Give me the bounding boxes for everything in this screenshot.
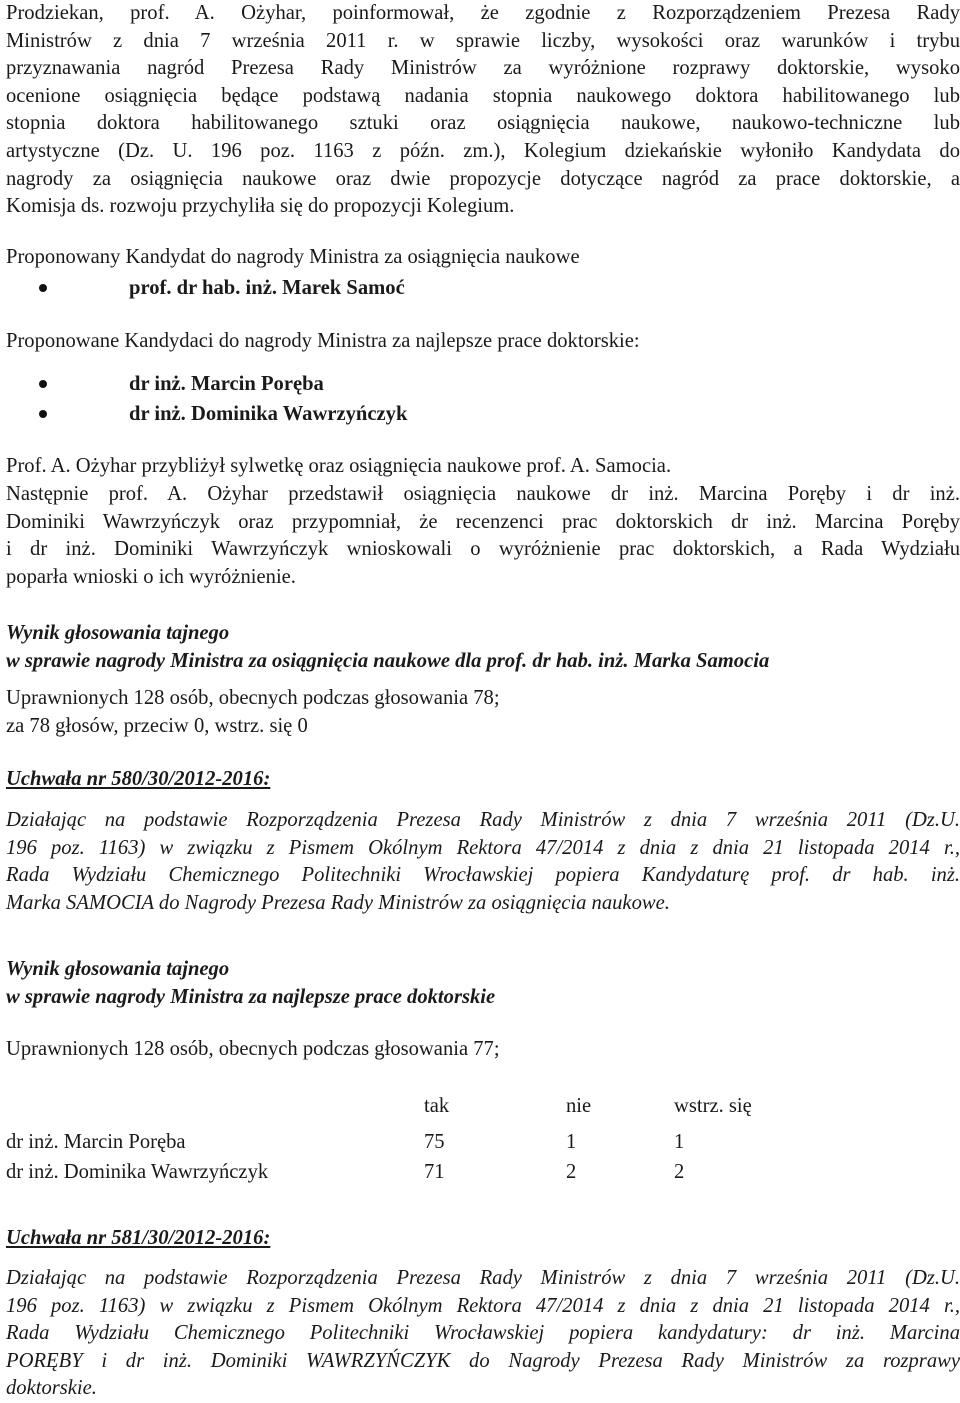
intro-line: Ministrów z dnia 7 września 2011 r. w sprawie liczby, wysokości oraz warunków i trybu	[6, 29, 960, 52]
intro-line: nagrody za osiągnięcia naukowe oraz dwie propozycje dotyczące nagród za prace doktorskie, a	[6, 167, 960, 190]
table-row	[6, 1154, 752, 1184]
resolution2-line: doktorskie.	[6, 1377, 97, 1400]
intro-line: Prodziekan, prof. A. Ożyhar, poinformował, że zgodnie z Rozporządzeniem Prezesa Rady	[6, 2, 960, 24]
vote1-title: Wynik głosowania tajnego	[6, 622, 230, 644]
vote2-title: Wynik głosowania tajnego	[6, 958, 230, 980]
table-row	[6, 1118, 752, 1154]
vote2-block	[6, 956, 960, 1011]
intro-line: artystyczne (Dz. U. 196 poz. 1163 z późn. zm.), Kolegium dziekańskie wyłoniło Kandydata do	[6, 139, 960, 162]
doctoral-award-heading: Proponowane Kandydaci do nagrody Ministra za najlepsze prace doktorskie:	[6, 330, 640, 352]
vote1-block	[6, 620, 960, 675]
presentation-text-line: Dominiki Wawrzyńczyk oraz przypomniał, że recenzenci prac doktorskich dr inż. Marcina Poręby	[6, 510, 960, 533]
row-name: dr inż. Dominika Wawrzyńczyk	[6, 1161, 269, 1183]
table-header-row	[6, 1088, 752, 1118]
header-wstrz: wstrz. się	[674, 1095, 752, 1117]
vote2-eligible: Uprawnionych 128 osób, obecnych podczas głosowania 77;	[6, 1038, 500, 1060]
resolution1-line: Rada Wydziału Chemicznego Politechniki Wrocławskiej popiera Kandydaturę prof. dr hab. inż.	[6, 864, 960, 887]
row-wstrz: 1	[674, 1131, 685, 1153]
resolution1-title: Uchwała nr 580/30/2012-2016:	[6, 768, 271, 790]
resolution2-line: 196 poz. 1163) w związku z Pismem Okólnym Rektora 47/2014 z dnia z dnia 21 listopada 2014 r.,	[6, 1294, 960, 1317]
resolution2-line: PORĘBY i dr inż. Dominiki WAWRZYŃCZYK do Nagrody Prezesa Rady Ministrów za rozprawy	[6, 1349, 960, 1372]
vote2-subtitle: w sprawie nagrody Ministra za najlepsze prace doktorskie	[6, 985, 496, 1008]
vote1-result	[6, 685, 960, 740]
resolution1-line: Działając na podstawie Rozporządzenia Prezesa Rady Ministrów z dnia 7 września 2011 (Dz.U.	[6, 809, 960, 831]
resolution2-text	[6, 1265, 960, 1403]
intro-line: stopnia doktora habilitowanego sztuki oraz osiągnięcia naukowe, naukowo-techniczne lub	[6, 112, 960, 135]
header-tak: tak	[424, 1095, 450, 1117]
intro-line: przyznawania nagród Prezesa Rady Ministrów za wyróżnione rozprawy doktorskie, wysoko	[6, 57, 960, 80]
row-name: dr inż. Marcin Poręba	[6, 1131, 186, 1153]
doctoral-candidate: dr inż. Dominika Wawrzyńczyk	[6, 399, 407, 429]
presentation-line: Prof. A. Ożyhar przybliżył sylwetkę oraz osiągnięcia naukowe prof. A. Samocia.	[6, 455, 672, 477]
resolution2-title: Uchwała nr 581/30/2012-2016:	[6, 1227, 271, 1249]
science-award-candidate: prof. dr hab. inż. Marek Samoć	[6, 273, 405, 303]
vote1-eligible: Uprawnionych 128 osób, obecnych podczas głosowania 78;	[6, 687, 500, 709]
row-nie: 1	[566, 1131, 577, 1153]
doctoral-award-list	[6, 369, 407, 429]
presentation-paragraph	[6, 481, 960, 591]
row-tak: 71	[424, 1161, 445, 1183]
resolution2-line: Rada Wydziału Chemicznego Politechniki Wrocławskiej popiera kandydatury: dr inż. Marcina	[6, 1322, 960, 1345]
row-nie: 2	[566, 1161, 577, 1183]
science-award-list	[6, 273, 405, 303]
vote2-results-table	[6, 1088, 752, 1184]
science-award-heading: Proponowany Kandydat do nagrody Ministra za osiągnięcia naukowe	[6, 246, 580, 268]
doctoral-candidate: dr inż. Marcin Poręba	[6, 369, 407, 399]
vote1-counts: za 78 głosów, przeciw 0, wstrz. się 0	[6, 714, 308, 737]
intro-paragraph	[6, 0, 960, 221]
header-nie: nie	[566, 1095, 592, 1117]
row-tak: 75	[424, 1131, 445, 1153]
vote1-subtitle: w sprawie nagrody Ministra za osiągnięcia naukowe dla prof. dr hab. inż. Marka Samocia	[6, 649, 770, 672]
intro-line: Komisja ds. rozwoju przychyliła się do propozycji Kolegium.	[6, 195, 515, 218]
resolution1-line: Marka SAMOCIA do Nagrody Prezesa Rady Ministrów za osiągnięcia naukowe.	[6, 891, 670, 914]
intro-line: ocenione osiągnięcia będące podstawą nadania stopnia naukowego doktora habilitowanego lub	[6, 84, 960, 107]
presentation-text-line: poparła wnioski o ich wyróżnienie.	[6, 565, 296, 588]
presentation-text-line: i dr inż. Dominiki Wawrzyńczyk wnioskowali o wyróżnienie prac doktorskich, a Rada Wydziału	[6, 538, 960, 561]
resolution1-line: 196 poz. 1163) w związku z Pismem Okólnym Rektora 47/2014 z dnia z dnia 21 listopada 2014 r.,	[6, 836, 960, 859]
row-wstrz: 2	[674, 1161, 685, 1183]
presentation-text-line: Następnie prof. A. Ożyhar przedstawił osiągnięcia naukowe dr inż. Marcina Poręby i dr inż.	[6, 483, 960, 505]
resolution1-text	[6, 807, 960, 917]
resolution2-line: Działając na podstawie Rozporządzenia Prezesa Rady Ministrów z dnia 7 września 2011 (Dz.U.	[6, 1267, 960, 1289]
